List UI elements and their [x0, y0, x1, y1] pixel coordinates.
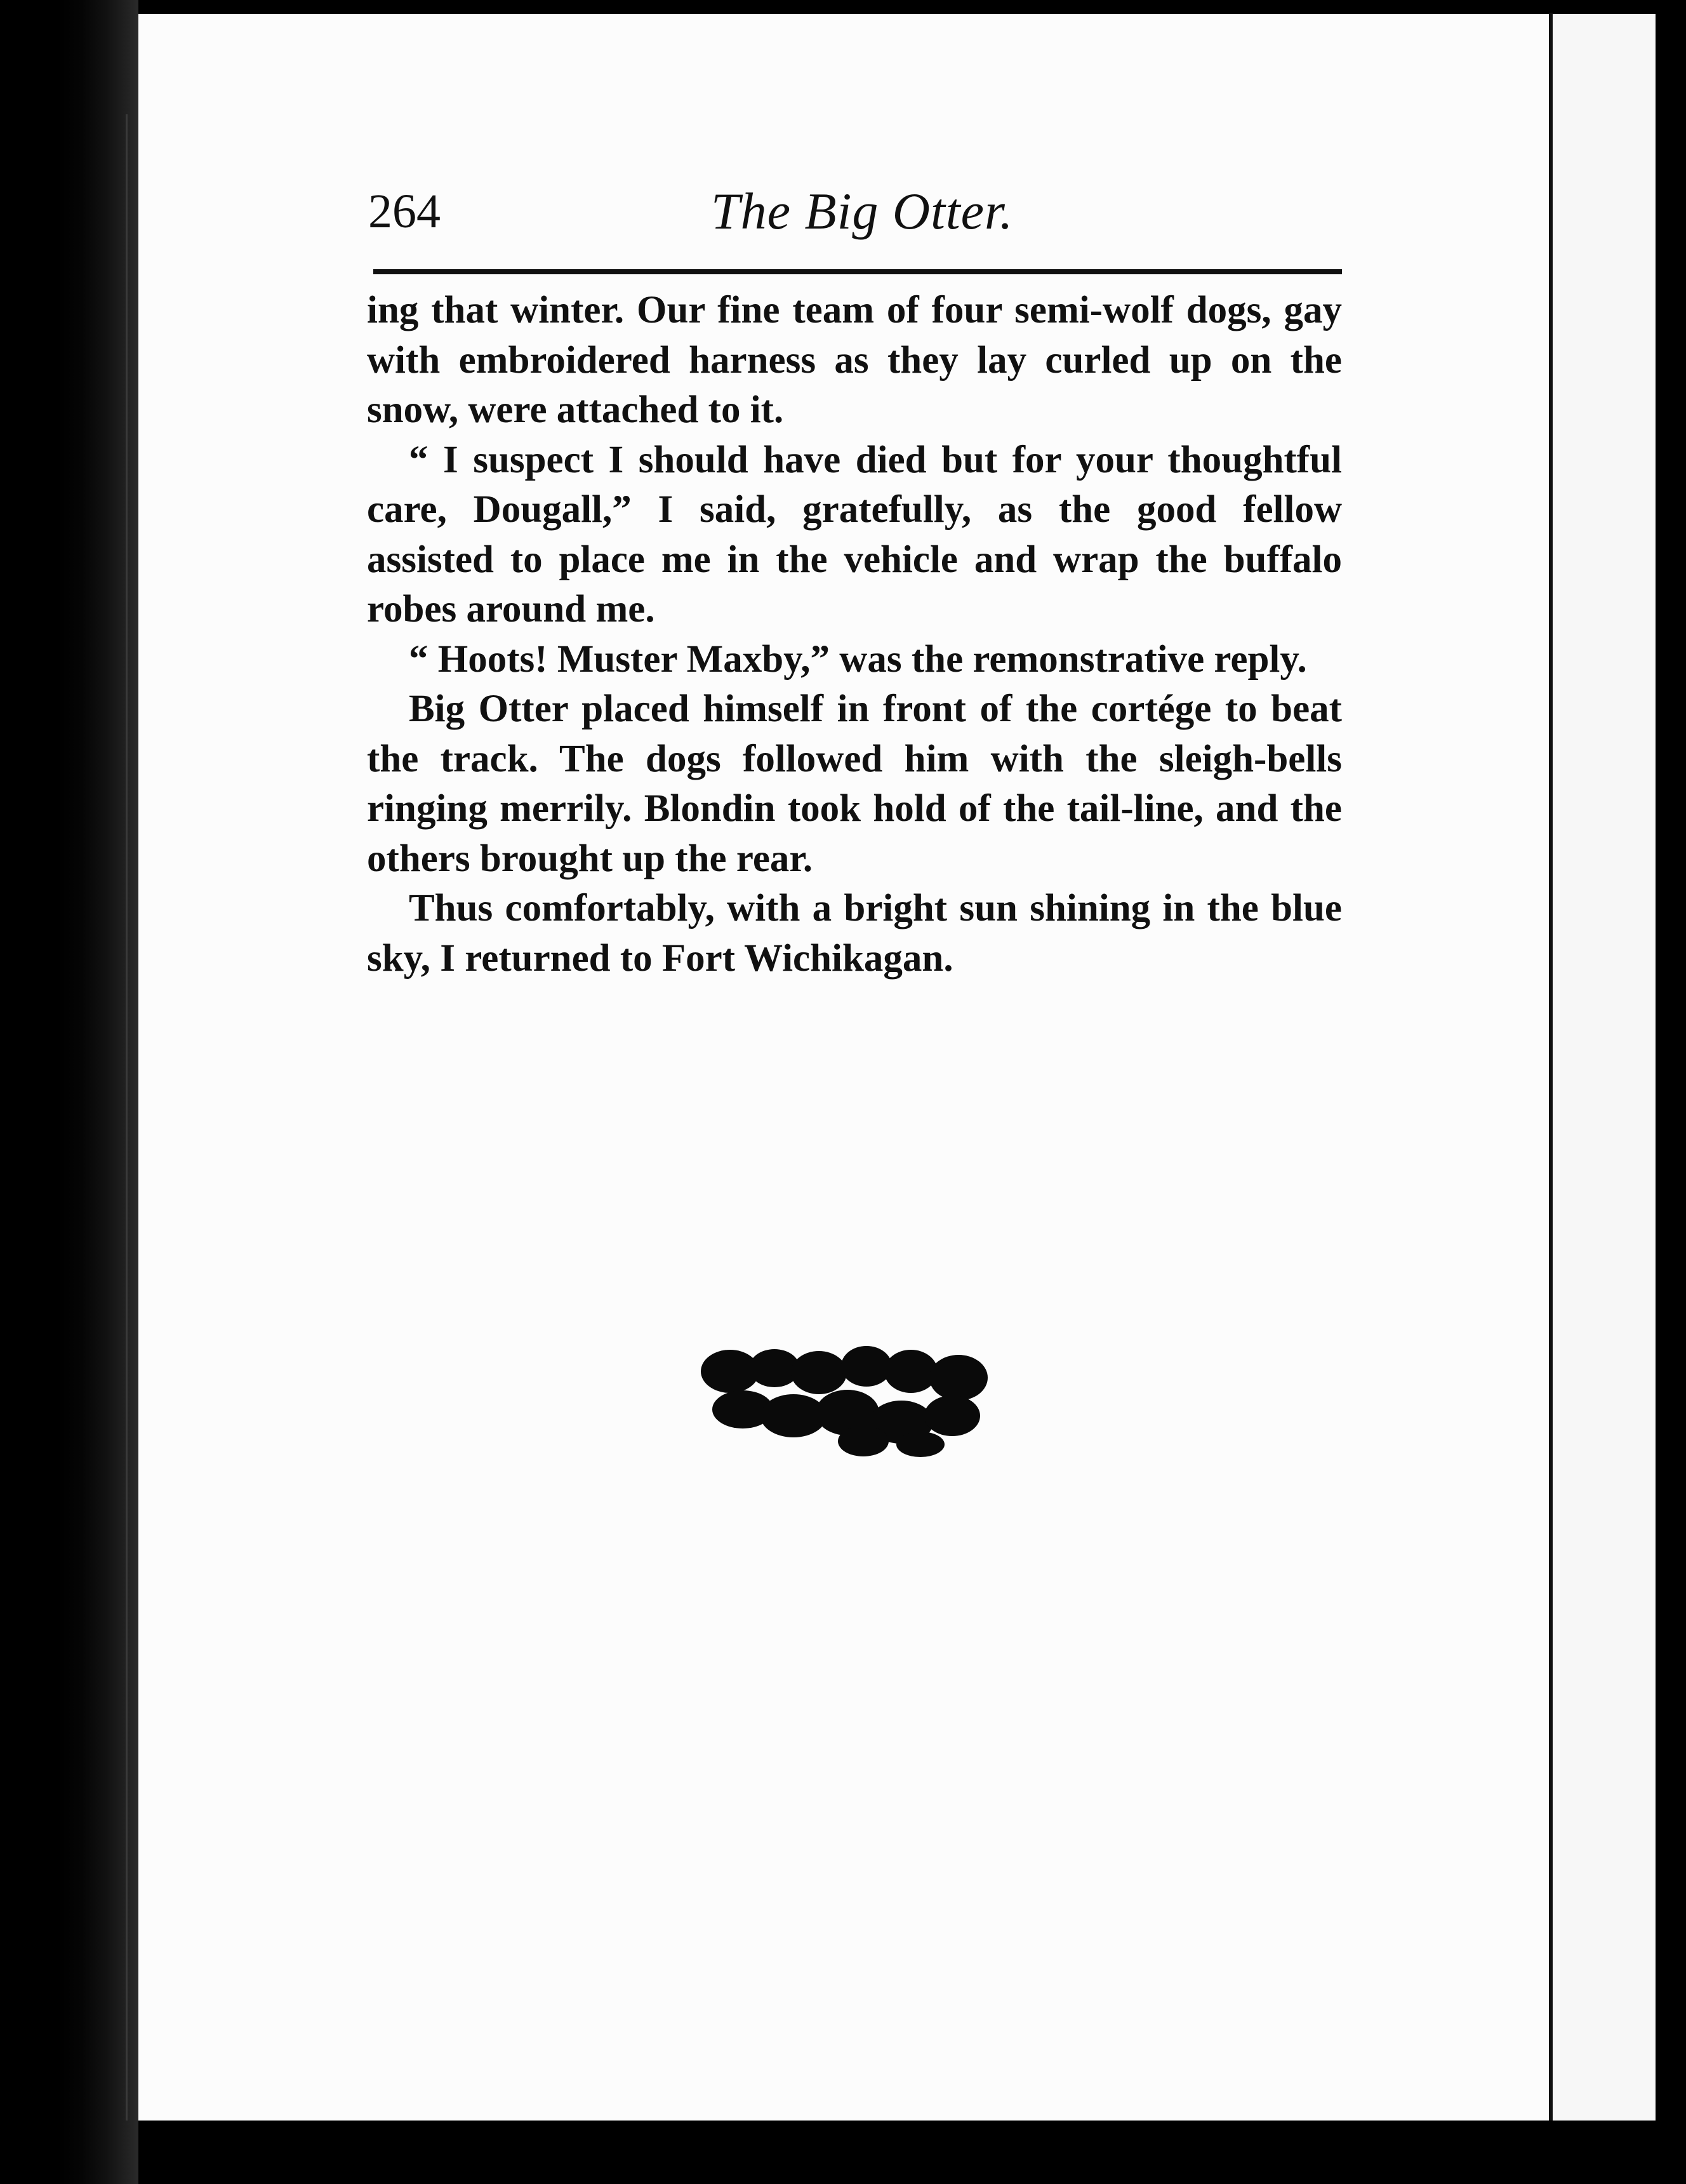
scan-border-right: [1656, 0, 1686, 2184]
page-number: 264: [368, 185, 441, 238]
running-header: [368, 178, 1346, 260]
paragraph: “ I suspect I should have died but for your thoughtful care, Dougall,” I said, gratefully, as the good fellow assisted to place me in the vehicle and wrap the buffalo robes around me.: [367, 438, 1342, 630]
facing-page: [1553, 14, 1661, 2121]
body-text: [367, 286, 1342, 983]
header-rule: [373, 269, 1342, 274]
book-spine-line: [1549, 13, 1553, 2121]
paragraph: Thus comfortably, with a bright sun shining in the blue sky, I returned to Fort Wichikagan.: [367, 887, 1342, 980]
paragraph: Big Otter placed himself in front of the cortége to beat the track. The dogs followed him with the sleigh-bells ringing merrily. Blondin took hold of the tail-line, and the others brought up the rear.: [367, 688, 1342, 880]
paragraph: ing that winter. Our fine team of four semi-wolf dogs, gay with embroidered harness as they lay curled up on the snow, were attached to it.: [367, 289, 1342, 431]
tailpiece-ornament: [692, 1333, 1003, 1473]
running-title: The Big Otter.: [711, 182, 1014, 240]
paragraph: “ Hoots! Muster Maxby,” was the remonstrative reply.: [409, 637, 1307, 681]
page-edge-line: [126, 114, 128, 2121]
